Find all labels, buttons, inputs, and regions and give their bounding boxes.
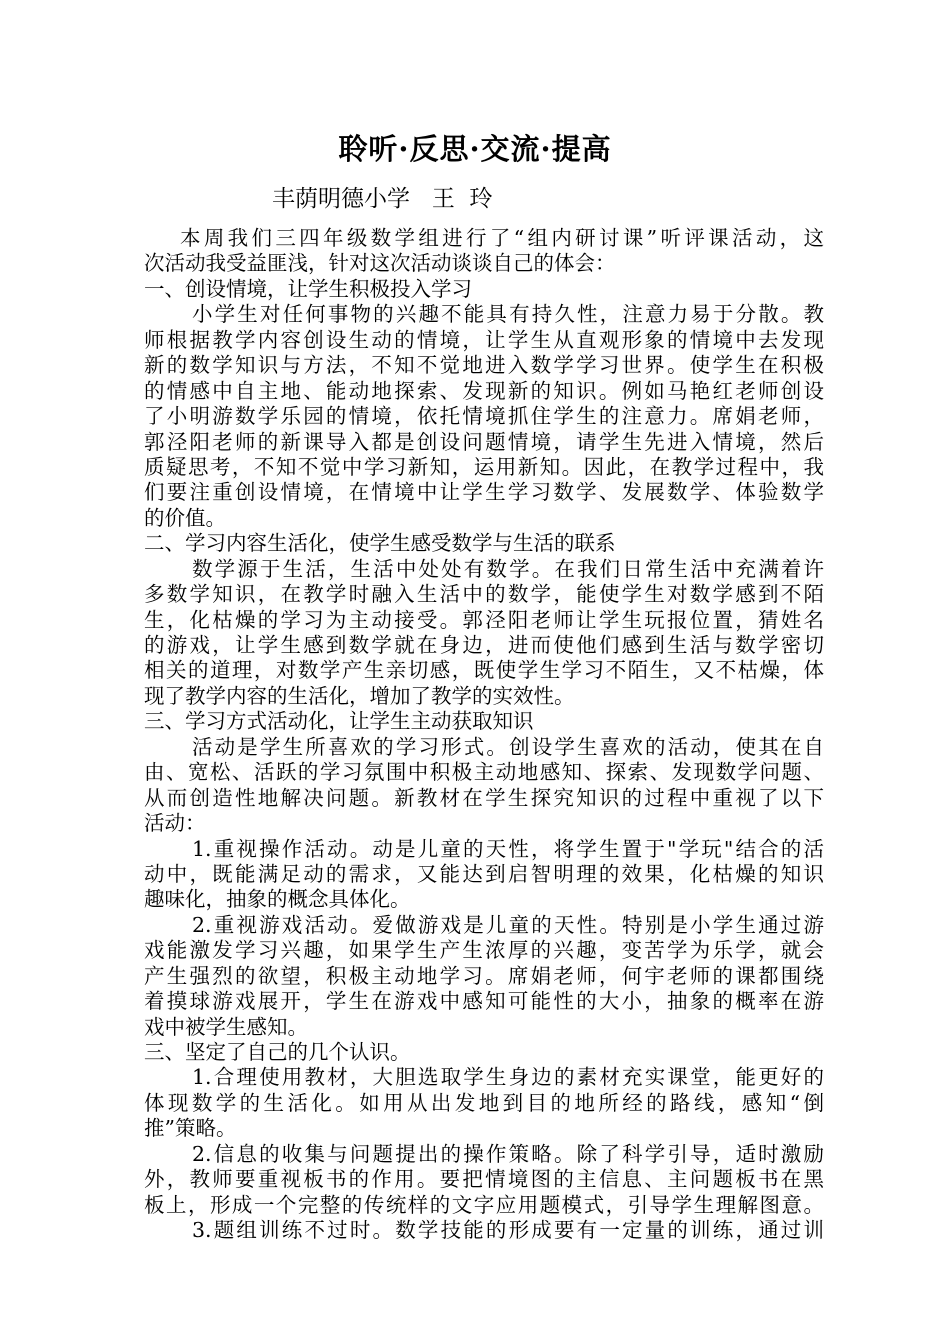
- text-line: 们要注重创设情境，在情境中让学生学习数学、发展数学、体验数学: [144, 480, 824, 505]
- text-line: 新的数学知识与方法，不知不觉地进入数学学习世界。使学生在积极: [144, 353, 824, 378]
- text-line: 从而创造性地解决问题。新教材在学生探究知识的过程中重视了以下: [144, 785, 824, 810]
- text-line: 戏能激发学习兴趣，如果学生产生浓厚的兴趣，变苦学为乐学，就会: [144, 938, 824, 963]
- text-line: 活动是学生所喜欢的学习形式。创设学生喜欢的活动，使其在自: [192, 734, 824, 759]
- text-line: 的游戏，让学生感到数学就在身边，进而使他们感到生活与数学密切: [144, 633, 824, 657]
- document-body: [144, 226, 824, 1244]
- text-line: 1.重视操作活动。动是儿童的天性，将学生置于"学玩"结合的活: [192, 836, 824, 861]
- text-line: 数学源于生活，生活中处处有数学。在我们日常生活中充满着许: [192, 556, 824, 581]
- text-line: 外，教师要重视板书的作用。要把情境图的主信息、主问题板书在黑: [144, 1167, 824, 1192]
- text-line: 2.信息的收集与问题提出的操作策略。除了科学引导，适时激励: [192, 1141, 824, 1166]
- text-line: 现了教学内容的生活化，增加了教学的实效性。: [144, 683, 575, 708]
- text-line: 由、宽松、活跃的学习氛围中积极主动地感知、探索、发现数学问题、: [144, 760, 824, 785]
- text-line: 了小明游数学乐园的情境，依托情境抓住学生的注意力。席娟老师，: [144, 404, 824, 429]
- text-line: 戏中被学生感知。: [144, 1014, 308, 1039]
- text-line: 趣味化，抽象的概念具体化。: [144, 887, 411, 912]
- text-line: 板上，形成一个完整的传统样的文字应用题模式，引导学生理解图意。: [144, 1192, 824, 1217]
- text-line: 着摸球游戏展开，学生在游戏中感知可能性的大小，抽象的概率在游: [144, 989, 824, 1014]
- text-line: 小学生对任何事物的兴趣不能具有持久性，注意力易于分散。教: [192, 302, 824, 327]
- text-line: 产生强烈的欲望，积极主动地学习。席娟老师，何宇老师的课都围绕: [144, 963, 824, 988]
- text-line: 1.合理使用教材，大胆选取学生身边的素材充实课堂，能更好的: [192, 1065, 824, 1090]
- document-title: 聆听·反思·交流·提高: [338, 132, 612, 166]
- text-line: 生，化枯燥的学习为主动接受。郭泾阳老师让学生玩报位置，猜姓名: [144, 607, 824, 632]
- text-line: 推”策略。: [144, 1116, 237, 1141]
- text-line: 的价值。: [144, 505, 226, 530]
- author-byline: 丰荫明德小学 王 玲: [272, 186, 493, 212]
- text-line: 三、坚定了自己的几个认识。: [144, 1040, 411, 1064]
- text-line: 相关的道理，对数学产生亲切感，既使学生学习不陌生，又不枯燥，体: [144, 658, 824, 683]
- text-line: 活动：: [144, 811, 206, 836]
- text-line: 三、学习方式活动化，让学生主动获取知识: [144, 709, 534, 734]
- text-line: 郭泾阳老师的新课导入都是创设问题情境，请学生先进入情境，然后: [144, 429, 824, 454]
- text-line: 一、创设情境，让学生积极投入学习: [144, 276, 472, 301]
- text-line: 师根据教学内容创设生动的情境，让学生从直观形象的情境中去发现: [144, 327, 824, 352]
- text-line: 的情感中自主地、能动地探索、发现新的知识。例如马艳红老师创设: [144, 378, 824, 403]
- text-line: 次活动我受益匪浅，针对这次活动谈谈自己的体会：: [144, 251, 616, 276]
- text-line: 3.题组训练不过时。数学技能的形成要有一定量的训练，通过训: [192, 1218, 824, 1243]
- text-line: 多数学知识，在教学时融入生活中的数学，能使学生对数学感到不陌: [144, 582, 824, 607]
- text-line: 本周我们三四年级数学组进行了“组内研讨课”听评课活动，这: [180, 226, 824, 250]
- text-line: 动中，既能满足动的需求，又能达到启智明理的效果，化枯燥的知识: [144, 861, 824, 886]
- text-line: 质疑思考，不知不觉中学习新知，运用新知。因此，在教学过程中，我: [144, 454, 824, 479]
- text-line: 2.重视游戏活动。爱做游戏是儿童的天性。特别是小学生通过游: [192, 912, 824, 937]
- text-line: 体现数学的生活化。如用从出发地到目的地所经的路线，感知“倒: [144, 1090, 824, 1115]
- text-line: 二、学习内容生活化，使学生感受数学与生活的联系: [144, 531, 616, 556]
